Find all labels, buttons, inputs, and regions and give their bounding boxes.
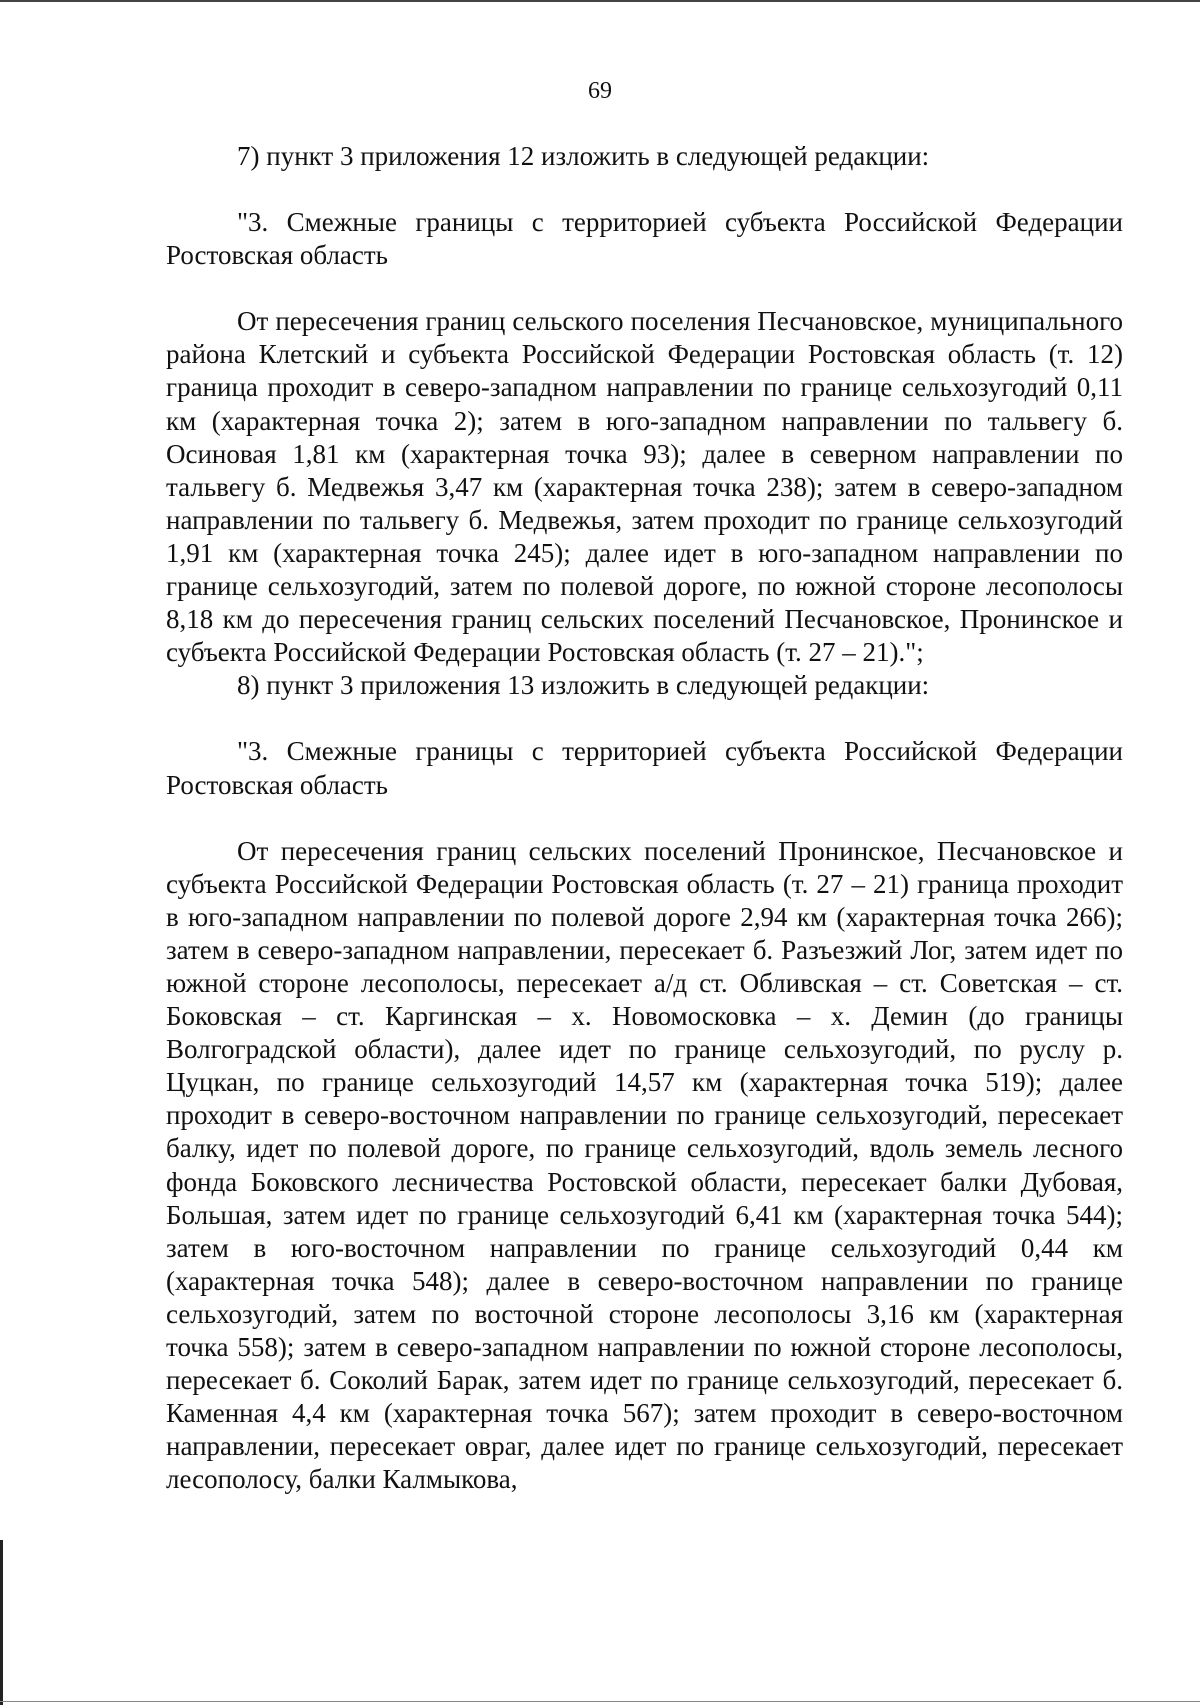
amendment-item-8: 8) пункт 3 приложения 13 изложить в следующей редакции: bbox=[237, 670, 930, 701]
page-number: 69 bbox=[588, 78, 612, 104]
scan-edge-bottom bbox=[0, 1701, 1200, 1702]
document-body bbox=[166, 140, 1123, 1496]
section-heading-2: "3. Смежные границы с территорией субъекта Российской Федерации Ростовская область bbox=[166, 736, 1123, 800]
boundary-paragraph-1: От пересечения границ сельского поселения Песчановское, муниципального района Клетский и субъекта Российской Федерации Ростовская область (т. 12) граница проходит в северо-западном направлении по границе сельхозугодий 0,11 км (характерная точка 2); затем в юго-западном направлении по тальвегу б. Осиновая 1,81 км (характерная точка 93); далее в северном направлении по тальвегу б. Медвежья 3,47 км (характерная точка 238); затем в северо-западном направлении по тальвегу б. Медвежья, затем проходит по границе сельхозугодий 1,91 км (характерная точка 245); далее идет в юго-западном направлении по границе сельхозугодий, затем по полевой дороге, по южной стороне лесополосы 8,18 км до пересечения границ сельских поселений Песчановское, Пронинское и субъекта Российской Федерации Ростовская область (т. 27 – 21)."; bbox=[166, 306, 1123, 668]
section-heading-1: "3. Смежные границы с территорией субъекта Российской Федерации Ростовская область bbox=[166, 207, 1123, 271]
amendment-item-7: 7) пункт 3 приложения 12 изложить в следующей редакции: bbox=[237, 141, 930, 171]
scan-edge-left bbox=[0, 1540, 3, 1705]
scan-edge-top bbox=[0, 0, 1200, 2]
boundary-paragraph-2: От пересечения границ сельских поселений Пронинское, Песчановское и субъекта Российской Федерации Ростовская область (т. 27 – 21) граница проходит в юго-западном направлении по полевой дороге 2,94 км (характерная точка 266); затем в северо-западном направлении, пересекает б. Разъезжий Лог, затем идет по южной стороне лесополосы, пересекает а/д ст. Обливская – ст. Советская – ст. Боковская – ст. Каргинская – х. Новомосковка – х. Демин (до границы Волгоградской области), далее идет по границе сельхозугодий, по руслу р. Цуцкан, по границе сельхозугодий 14,57 км (характерная точка 519); далее проходит в северо-восточном направлении по границе сельхозугодий, пересекает балку, идет по полевой дороге, по границе сельхозугодий, вдоль земель лесного фонда Боковского лесничества Ростовской области, пересекает балки Дубовая, Большая, затем идет по границе сельхозугодий 6,41 км (характерная точка 544); затем в юго-восточном направлении по границе сельхозугодий 0,44 км (характерная точка 548); далее в северо-восточном направлении по границе сельхозугодий, затем по восточной стороне лесополосы 3,16 км (характерная точка 558); затем в северо-западном направлении по южной стороне лесополосы, пересекает б. Соколий Барак, затем идет по границе сельхозугодий, пересекает б. Каменная 4,4 км (характерная точка 567); затем проходит в северо-восточном направлении, пересекает овраг, далее идет по границе сельхозугодий, пересекает лесополосу, балки Калмыкова, bbox=[166, 835, 1123, 1495]
